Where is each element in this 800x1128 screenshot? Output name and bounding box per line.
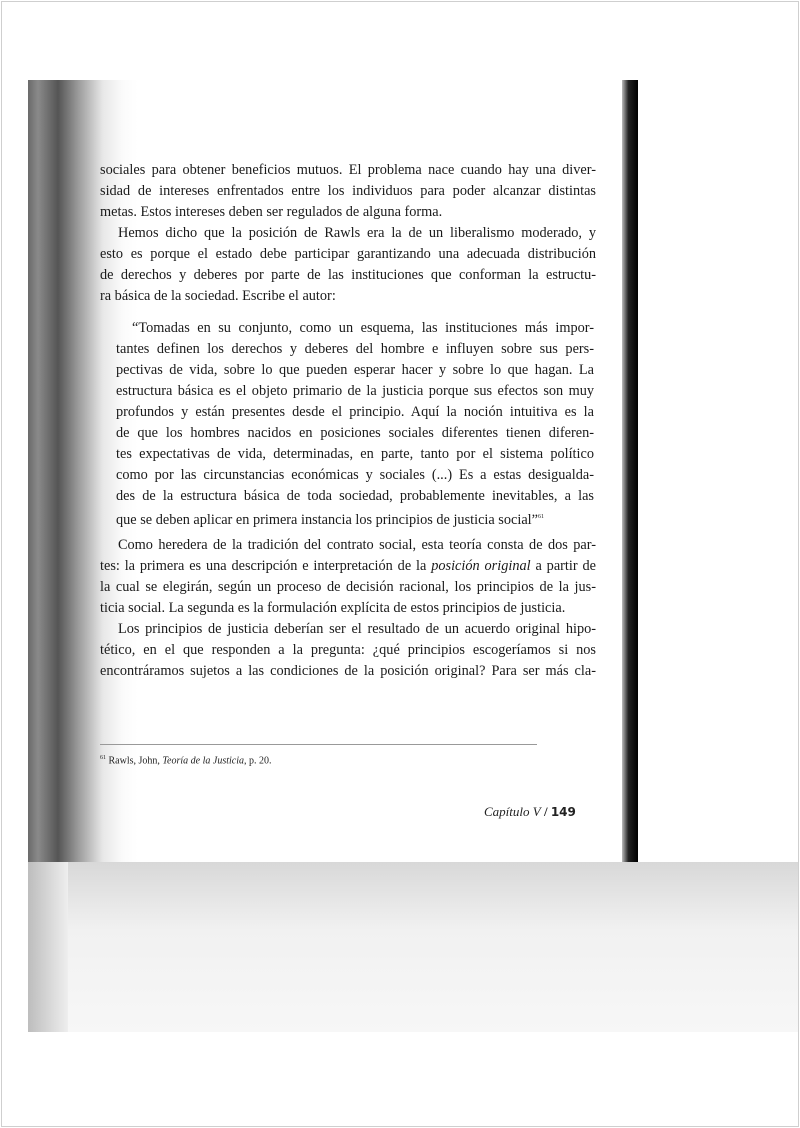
quote-line: estructura básica es el objeto primario de la justicia porque sus efectos son muy [116, 383, 594, 399]
text-span: tes: la primera es una descripción e interpretación de la [100, 558, 432, 574]
running-footer [484, 804, 576, 820]
body-text-bottom [100, 535, 596, 682]
footnote [100, 755, 271, 766]
text-line [100, 556, 596, 577]
quote-line: de que los hombres nacidos en posiciones sociales diferentes tienen diferen- [116, 425, 594, 441]
footnote-ref: 61 [538, 514, 545, 520]
quote-line: tes expectativas de vida, determinadas, en parte, tanto por el sistema político [116, 446, 594, 462]
text-line: Los principios de justicia deberían ser el resultado de un acuerdo original hipo- [118, 621, 596, 637]
footnote-rest: , p. 20. [243, 755, 272, 767]
text-line: la cual se elegirán, según un proceso de decisión racional, los principios de la jus- [100, 579, 596, 595]
text-line: Como heredera de la tradición del contrato social, esta teoría consta de dos par- [118, 537, 596, 553]
footnote-number: 61 [100, 755, 106, 761]
body-text-top [100, 160, 596, 307]
block-quote [116, 318, 594, 528]
footnote-divider [100, 744, 537, 745]
text-line: tético, en el que responden a la pregunta: ¿qué principios escogeríamos si nos [100, 642, 596, 658]
text-line: sociales para obtener beneficios mutuos. El problema nace cuando hay una diver- [100, 162, 596, 178]
footer-separator: / [540, 804, 551, 819]
quote-line: “Tomadas en su conjunto, como un esquema, las instituciones más impor- [132, 320, 594, 336]
footnote-author: Rawls, John, [108, 755, 163, 767]
text-span: a partir de [530, 558, 596, 574]
text-line: de derechos y deberes por parte de las instituciones que conforman la estructu- [100, 267, 596, 283]
text-line: metas. Estos intereses deben ser regulados de alguna forma. [100, 204, 443, 220]
quote-line: des de la estructura básica de toda sociedad, probablemente inevitables, a las [116, 488, 594, 504]
text-line: ticia social. La segunda es la formulación explícita de estos principios de justicia. [100, 600, 566, 616]
quote-line: pectivas de vida, sobre lo que pueden esperar hacer y sobre lo que hagan. La [116, 362, 594, 378]
italic-term: posición original [431, 558, 531, 574]
scan-background-shadow [28, 862, 68, 1032]
footnote-title: Teoría de la Justicia [162, 755, 244, 767]
page-edge-shadow [622, 80, 638, 862]
quote-line: tantes definen los derechos y deberes del hombre e influyen sobre sus pers- [116, 341, 594, 357]
quote-last-text: que se deben aplicar en primera instancia los principios de justicia social” [116, 511, 539, 528]
quote-line: profundos y están presentes desde el principio. Aquí la noción intuitiva es la [116, 404, 594, 420]
page-number: 149 [550, 805, 576, 819]
quote-line [116, 507, 594, 528]
text-line: ra básica de la sociedad. Escribe el autor: [100, 288, 336, 304]
text-line: esto es porque el estado debe participar garantizando una adecuada distribución [100, 246, 596, 262]
text-line: Hemos dicho que la posición de Rawls era la de un liberalismo moderado, y [118, 225, 596, 241]
quote-line: como por las circunstancias económicas y sociales (...) Es a estas desigualda- [116, 467, 594, 483]
text-line: sidad de intereses enfrentados entre los individuos para poder alcanzar distintas [100, 183, 596, 199]
text-line: encontráramos sujetos a las condiciones de la posición original? Para ser más cla- [100, 663, 596, 679]
scan-background [28, 862, 798, 1032]
chapter-label: Capítulo V [484, 804, 541, 819]
